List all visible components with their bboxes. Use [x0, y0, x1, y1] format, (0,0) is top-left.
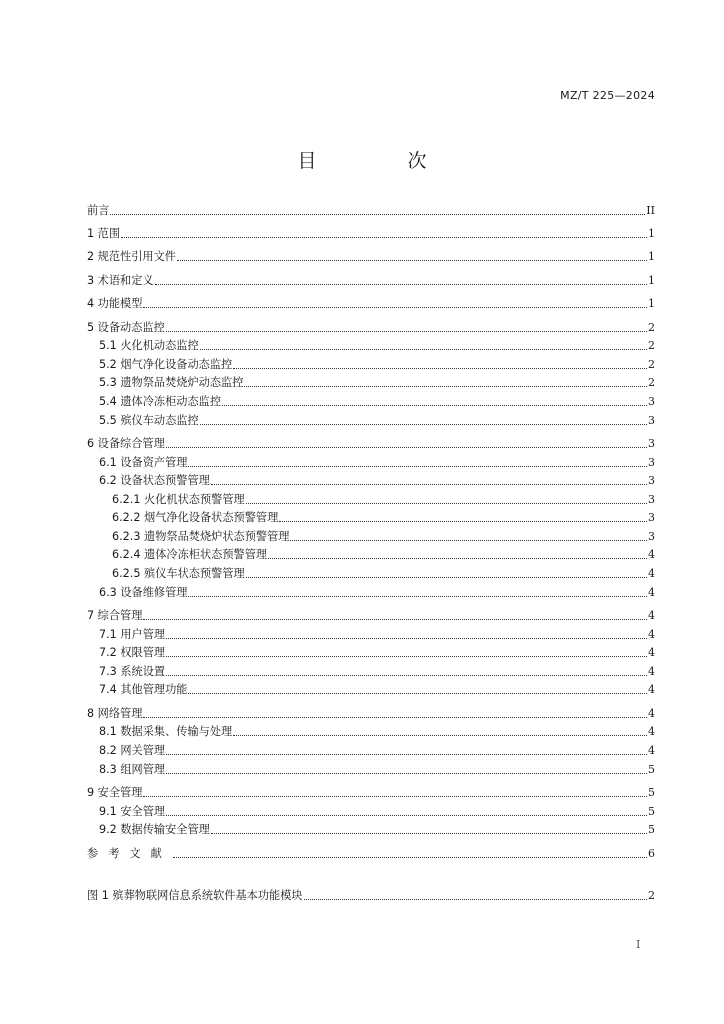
dot-leader [211, 832, 647, 834]
dot-leader [233, 734, 647, 736]
toc-entry[interactable] [87, 372, 655, 391]
dot-leader [233, 367, 647, 369]
toc-entry[interactable] [87, 800, 655, 819]
dot-leader [246, 576, 647, 578]
dot-leader [222, 404, 647, 406]
toc-entry-label: 6.2 设备状态预警管理 [99, 474, 210, 488]
toc-entry-page: 3 [648, 436, 655, 450]
dot-leader [143, 716, 647, 718]
toc-entry-page: 6 [648, 846, 655, 860]
toc-entry-page: 1 [648, 226, 655, 240]
toc-entry[interactable] [87, 544, 655, 563]
toc-entry-label: 6.1 设备资产管理 [99, 455, 188, 469]
toc-entry-label: 5.2 烟气净化设备动态监控 [99, 357, 233, 371]
toc-entry[interactable] [87, 222, 655, 241]
dot-leader [143, 306, 647, 308]
toc-entry-page: 3 [648, 455, 655, 469]
toc-entry-page: 1 [648, 297, 655, 311]
toc-entry[interactable] [87, 660, 655, 679]
toc-entry-label: 参考文献 [87, 846, 172, 860]
toc-entry-page: 5 [648, 804, 655, 818]
dot-leader [166, 330, 647, 332]
toc-entry-label: 9.2 数据传输安全管理 [99, 823, 210, 837]
toc-entry-label: 5.4 遗体冷冻柜动态监控 [99, 394, 222, 408]
table-of-contents [87, 199, 655, 861]
toc-entry-page: 4 [648, 706, 655, 720]
toc-entry-label: 7.1 用户管理 [99, 627, 166, 641]
toc-entry-page: 4 [648, 744, 655, 757]
toc-entry-label: 6.2.3 遗物祭品焚烧炉状态预警管理 [112, 529, 290, 543]
toc-entry[interactable] [87, 353, 655, 372]
toc-entry-page: 5 [648, 823, 655, 837]
dot-leader [166, 655, 647, 657]
toc-entry[interactable] [87, 525, 655, 544]
toc-entry-label: 2 规范性引用文件 [87, 250, 176, 264]
toc-entry-label: 8 网络管理 [87, 706, 143, 720]
figure-list [87, 884, 655, 903]
toc-entry[interactable] [87, 604, 655, 623]
dot-leader [290, 539, 647, 541]
toc-entry-label: 6.2.5 殡仪车状态预警管理 [112, 567, 245, 581]
toc-entry-page: 5 [648, 785, 655, 799]
toc-entry-page: 2 [648, 888, 655, 902]
toc-entry-page: 3 [648, 492, 655, 506]
toc-entry-label: 6 设备综合管理 [87, 436, 165, 450]
toc-entry[interactable] [87, 293, 655, 312]
toc-entry-page: 3 [648, 413, 655, 427]
dot-leader [143, 795, 647, 797]
toc-entry-label: 5.5 殡仪车动态监控 [99, 413, 199, 427]
dot-leader [188, 692, 647, 694]
toc-entry[interactable] [87, 819, 655, 838]
toc-entry-page: II [646, 203, 655, 217]
dot-leader [110, 213, 645, 215]
toc-entry-label: 7.2 权限管理 [99, 646, 166, 660]
toc-entry-page: 4 [648, 548, 655, 562]
toc-entry-page: 4 [648, 627, 655, 641]
toc-entry[interactable] [87, 739, 655, 758]
dot-leader [304, 898, 647, 900]
toc-entry[interactable] [87, 721, 655, 740]
toc-entry-page: 4 [648, 609, 655, 623]
toc-entry-label: 7.3 系统设置 [99, 664, 166, 678]
toc-entry[interactable] [87, 335, 655, 354]
toc-entry-page: 3 [648, 529, 655, 543]
toc-entry[interactable] [87, 758, 655, 777]
toc-entry[interactable] [87, 488, 655, 507]
dot-leader [211, 483, 647, 485]
toc-entry[interactable] [87, 842, 655, 861]
toc-entry-label: 7.4 其他管理功能 [99, 683, 188, 697]
dot-leader [188, 595, 647, 597]
toc-entry-page: 5 [648, 762, 655, 776]
toc-entry-label: 3 术语和定义 [87, 273, 154, 287]
dot-leader [166, 674, 647, 676]
toc-entry[interactable] [87, 269, 655, 288]
toc-entry-page: 3 [648, 474, 655, 488]
toc-entry-label: 6.2.1 火化机状态预警管理 [112, 492, 245, 506]
toc-entry[interactable] [87, 581, 655, 600]
toc-entry-page: 2 [648, 320, 655, 334]
toc-entry-label: 4 功能模型 [87, 297, 143, 311]
toc-entry-page: 1 [648, 273, 655, 287]
toc-entry[interactable] [87, 679, 655, 698]
toc-entry-label: 8.1 数据采集、传输与处理 [99, 725, 233, 739]
toc-entry-label: 前言 [87, 203, 110, 217]
toc-entry[interactable] [87, 432, 655, 451]
page-number: I [636, 938, 641, 951]
toc-entry-label: 6.2.4 遗体冷冻柜状态预警管理 [112, 548, 268, 562]
toc-entry-page: 2 [648, 376, 655, 390]
dot-leader [166, 637, 647, 639]
dot-leader [188, 465, 647, 467]
toc-entry[interactable] [87, 199, 655, 218]
toc-entry-page: 4 [648, 683, 655, 697]
toc-entry-page: 4 [648, 567, 655, 581]
page-title: 目 次 [297, 150, 463, 172]
toc-entry-label: 8.3 组网管理 [99, 762, 166, 776]
dot-leader [166, 772, 647, 774]
toc-entry-label: 6.2.2 烟气净化设备状态预警管理 [112, 511, 279, 525]
toc-entry-label: 6.3 设备维修管理 [99, 585, 188, 599]
standard-code: MZ/T 225—2024 [560, 89, 655, 102]
toc-entry[interactable] [87, 642, 655, 661]
toc-entry-page: 1 [648, 250, 655, 264]
toc-entry[interactable] [87, 702, 655, 721]
toc-entry-page: 2 [648, 339, 655, 353]
toc-entry-page: 4 [648, 585, 655, 599]
dot-leader [166, 814, 647, 816]
dot-leader [200, 423, 647, 425]
dot-leader [166, 446, 647, 448]
toc-entry-label: 9 安全管理 [87, 785, 143, 799]
dot-leader [143, 618, 647, 620]
dot-leader [121, 236, 647, 238]
toc-entry-page: 3 [648, 511, 655, 525]
toc-entry-page: 4 [648, 725, 655, 739]
toc-entry[interactable] [87, 470, 655, 489]
toc-entry[interactable] [87, 562, 655, 581]
toc-entry[interactable] [87, 409, 655, 428]
toc-entry[interactable] [87, 246, 655, 265]
toc-entry-label: 1 范围 [87, 226, 121, 240]
dot-leader [200, 348, 647, 350]
toc-entry-label: 5.3 遗物祭品焚烧炉动态监控 [99, 376, 244, 390]
toc-entry[interactable] [87, 623, 655, 642]
dot-leader [268, 557, 647, 559]
dot-leader [244, 385, 647, 387]
toc-entry[interactable] [87, 451, 655, 470]
toc-entry-label: 7 综合管理 [87, 609, 143, 623]
toc-entry[interactable] [87, 507, 655, 526]
toc-entry[interactable] [87, 781, 655, 800]
toc-entry[interactable] [87, 884, 655, 903]
dot-leader [246, 502, 647, 504]
toc-entry-label: 8.2 网关管理 [99, 744, 166, 757]
toc-entry-page: 3 [648, 394, 655, 408]
toc-entry-label: 图 1 殡葬物联网信息系统软件基本功能模块 [87, 888, 303, 902]
dot-leader [177, 259, 647, 261]
dot-leader [166, 753, 647, 755]
dot-leader [155, 283, 647, 285]
toc-entry[interactable] [87, 316, 655, 335]
toc-entry[interactable] [87, 390, 655, 409]
toc-entry-label: 9.1 安全管理 [99, 804, 166, 818]
toc-entry-page: 4 [648, 664, 655, 678]
toc-entry-page: 2 [648, 357, 655, 371]
toc-entry-page: 4 [648, 646, 655, 660]
dot-leader [279, 520, 647, 522]
toc-entry-label: 5.1 火化机动态监控 [99, 339, 199, 353]
dot-leader [173, 856, 647, 858]
toc-entry-label: 5 设备动态监控 [87, 320, 165, 334]
